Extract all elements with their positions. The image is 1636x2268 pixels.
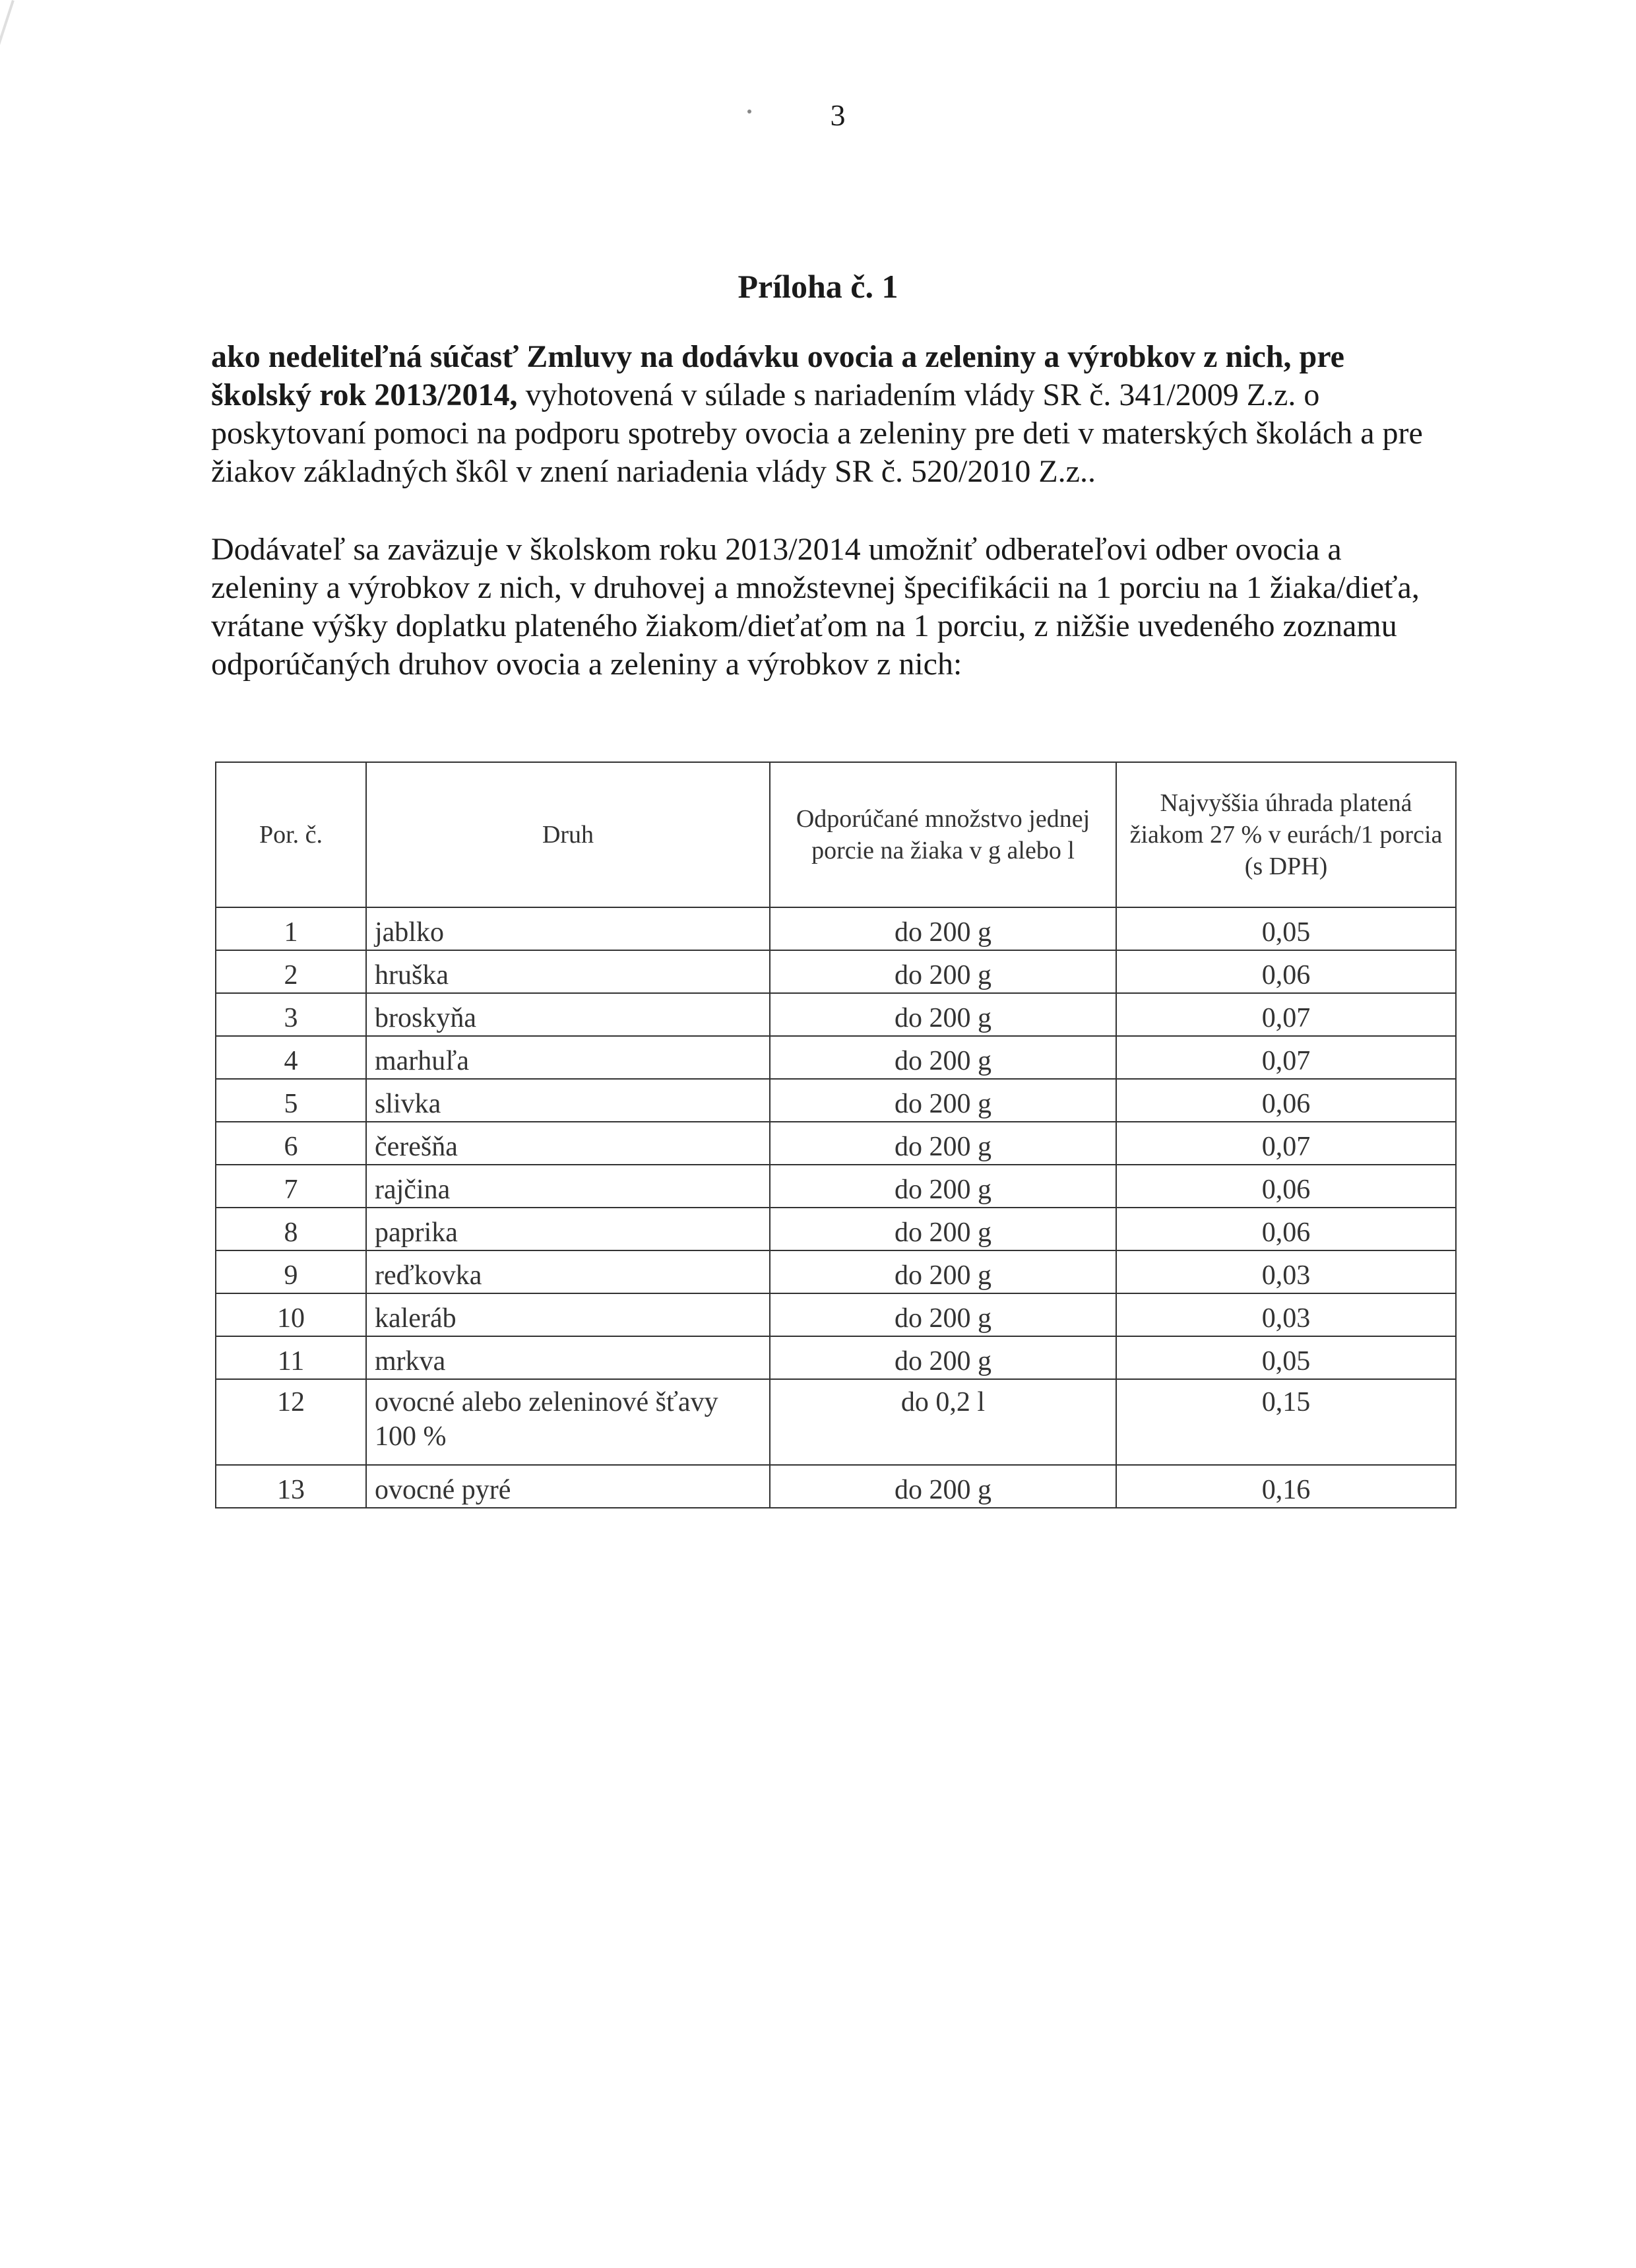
table-row <box>216 1208 1456 1250</box>
row-name: ovocné pyré <box>366 1465 770 1508</box>
row-amount: do 200 g <box>770 1208 1116 1250</box>
row-name: marhuľa <box>366 1036 770 1079</box>
row-price: 0,03 <box>1116 1293 1456 1336</box>
table-row <box>216 1379 1456 1465</box>
row-number: 7 <box>216 1165 366 1208</box>
table-header-row <box>216 762 1456 907</box>
row-number: 3 <box>216 993 366 1036</box>
row-price: 0,07 <box>1116 1036 1456 1079</box>
row-price: 0,07 <box>1116 993 1456 1036</box>
table-row <box>216 1465 1456 1508</box>
row-name: slivka <box>366 1079 770 1122</box>
row-name: rajčina <box>366 1165 770 1208</box>
row-number: 4 <box>216 1036 366 1079</box>
row-name: kaleráb <box>366 1293 770 1336</box>
row-name: mrkva <box>366 1336 770 1379</box>
row-price: 0,05 <box>1116 907 1456 950</box>
table-row <box>216 1293 1456 1336</box>
table-row <box>216 1165 1456 1208</box>
row-number: 12 <box>216 1379 366 1465</box>
row-price: 0,16 <box>1116 1465 1456 1508</box>
row-price: 0,05 <box>1116 1336 1456 1379</box>
row-name: broskyňa <box>366 993 770 1036</box>
row-price: 0,06 <box>1116 1165 1456 1208</box>
table-row <box>216 1336 1456 1379</box>
table-row <box>216 950 1456 993</box>
header-order-no: Por. č. <box>216 762 366 907</box>
scan-dot <box>747 110 751 113</box>
row-number: 5 <box>216 1079 366 1122</box>
row-amount: do 200 g <box>770 907 1116 950</box>
table-row <box>216 907 1456 950</box>
row-amount: do 200 g <box>770 1336 1116 1379</box>
header-type: Druh <box>366 762 770 907</box>
row-number: 1 <box>216 907 366 950</box>
row-name: čerešňa <box>366 1122 770 1165</box>
row-name: hruška <box>366 950 770 993</box>
row-price: 0,06 <box>1116 950 1456 993</box>
row-name: reďkovka <box>366 1250 770 1293</box>
annex-title: Príloha č. 1 <box>738 268 898 305</box>
row-name: paprika <box>366 1208 770 1250</box>
intro-bold: ako nedeliteľná súčasť Zmluvy na dodávku ovocia a zeleniny a výrobkov z nich, pre školský rok 2013/2014, <box>211 339 1344 412</box>
row-number: 13 <box>216 1465 366 1508</box>
annex-intro <box>211 338 1445 491</box>
table-row <box>216 1036 1456 1079</box>
row-amount: do 200 g <box>770 1250 1116 1293</box>
header-price: Najvyššia úhrada platená žiakom 27 % v eurách/1 porcia (s DPH) <box>1116 762 1456 907</box>
row-number: 10 <box>216 1293 366 1336</box>
row-amount: do 200 g <box>770 1165 1116 1208</box>
row-number: 9 <box>216 1250 366 1293</box>
row-price: 0,07 <box>1116 1122 1456 1165</box>
table-row <box>216 993 1456 1036</box>
row-number: 2 <box>216 950 366 993</box>
products-table <box>215 761 1457 1508</box>
row-price: 0,03 <box>1116 1250 1456 1293</box>
row-number: 6 <box>216 1122 366 1165</box>
row-amount: do 200 g <box>770 993 1116 1036</box>
intro-normal: vyhotovená v súlade s nariadením vlády SR č. 341/2009 Z.z. o poskytovaní pomoci na podporu spotreby ovocia a zeleniny pre deti v materských školách a pre žiakov základných škôl v znení nariadenia vlády SR č. 520/2010 Z.z.. <box>211 377 1423 489</box>
row-amount: do 200 g <box>770 1079 1116 1122</box>
row-amount: do 200 g <box>770 1122 1116 1165</box>
table-row <box>216 1122 1456 1165</box>
row-name: ovocné alebo zeleninové šťavy 100 % <box>366 1379 770 1465</box>
header-amount: Odporúčané množstvo jednej porcie na žiaka v g alebo l <box>770 762 1116 907</box>
row-price: 0,06 <box>1116 1208 1456 1250</box>
supplier-obligation-paragraph: Dodávateľ sa zaväzuje v školskom roku 2013/2014 umožniť odberateľovi odber ovocia a zeleniny a výrobkov z nich, v druhovej a množstevnej špecifikácii na 1 porciu na 1 žiaka/dieťa, vrátane výšky doplatku plateného žiakom/dieťaťom na 1 porciu, z nižšie uvedeného zoznamu odporúčaných druhov ovocia a zeleniny a výrobkov z nich: <box>211 532 1420 682</box>
table-row <box>216 1250 1456 1293</box>
table-body <box>216 907 1456 1508</box>
page-number: 3 <box>830 98 846 132</box>
row-number: 8 <box>216 1208 366 1250</box>
row-price: 0,06 <box>1116 1079 1456 1122</box>
row-amount: do 200 g <box>770 1036 1116 1079</box>
row-number: 11 <box>216 1336 366 1379</box>
scan-artifact <box>0 0 15 214</box>
row-amount: do 0,2 l <box>770 1379 1116 1465</box>
row-price: 0,15 <box>1116 1379 1456 1465</box>
row-name: jablko <box>366 907 770 950</box>
row-amount: do 200 g <box>770 1465 1116 1508</box>
row-amount: do 200 g <box>770 950 1116 993</box>
table-row <box>216 1079 1456 1122</box>
row-amount: do 200 g <box>770 1293 1116 1336</box>
